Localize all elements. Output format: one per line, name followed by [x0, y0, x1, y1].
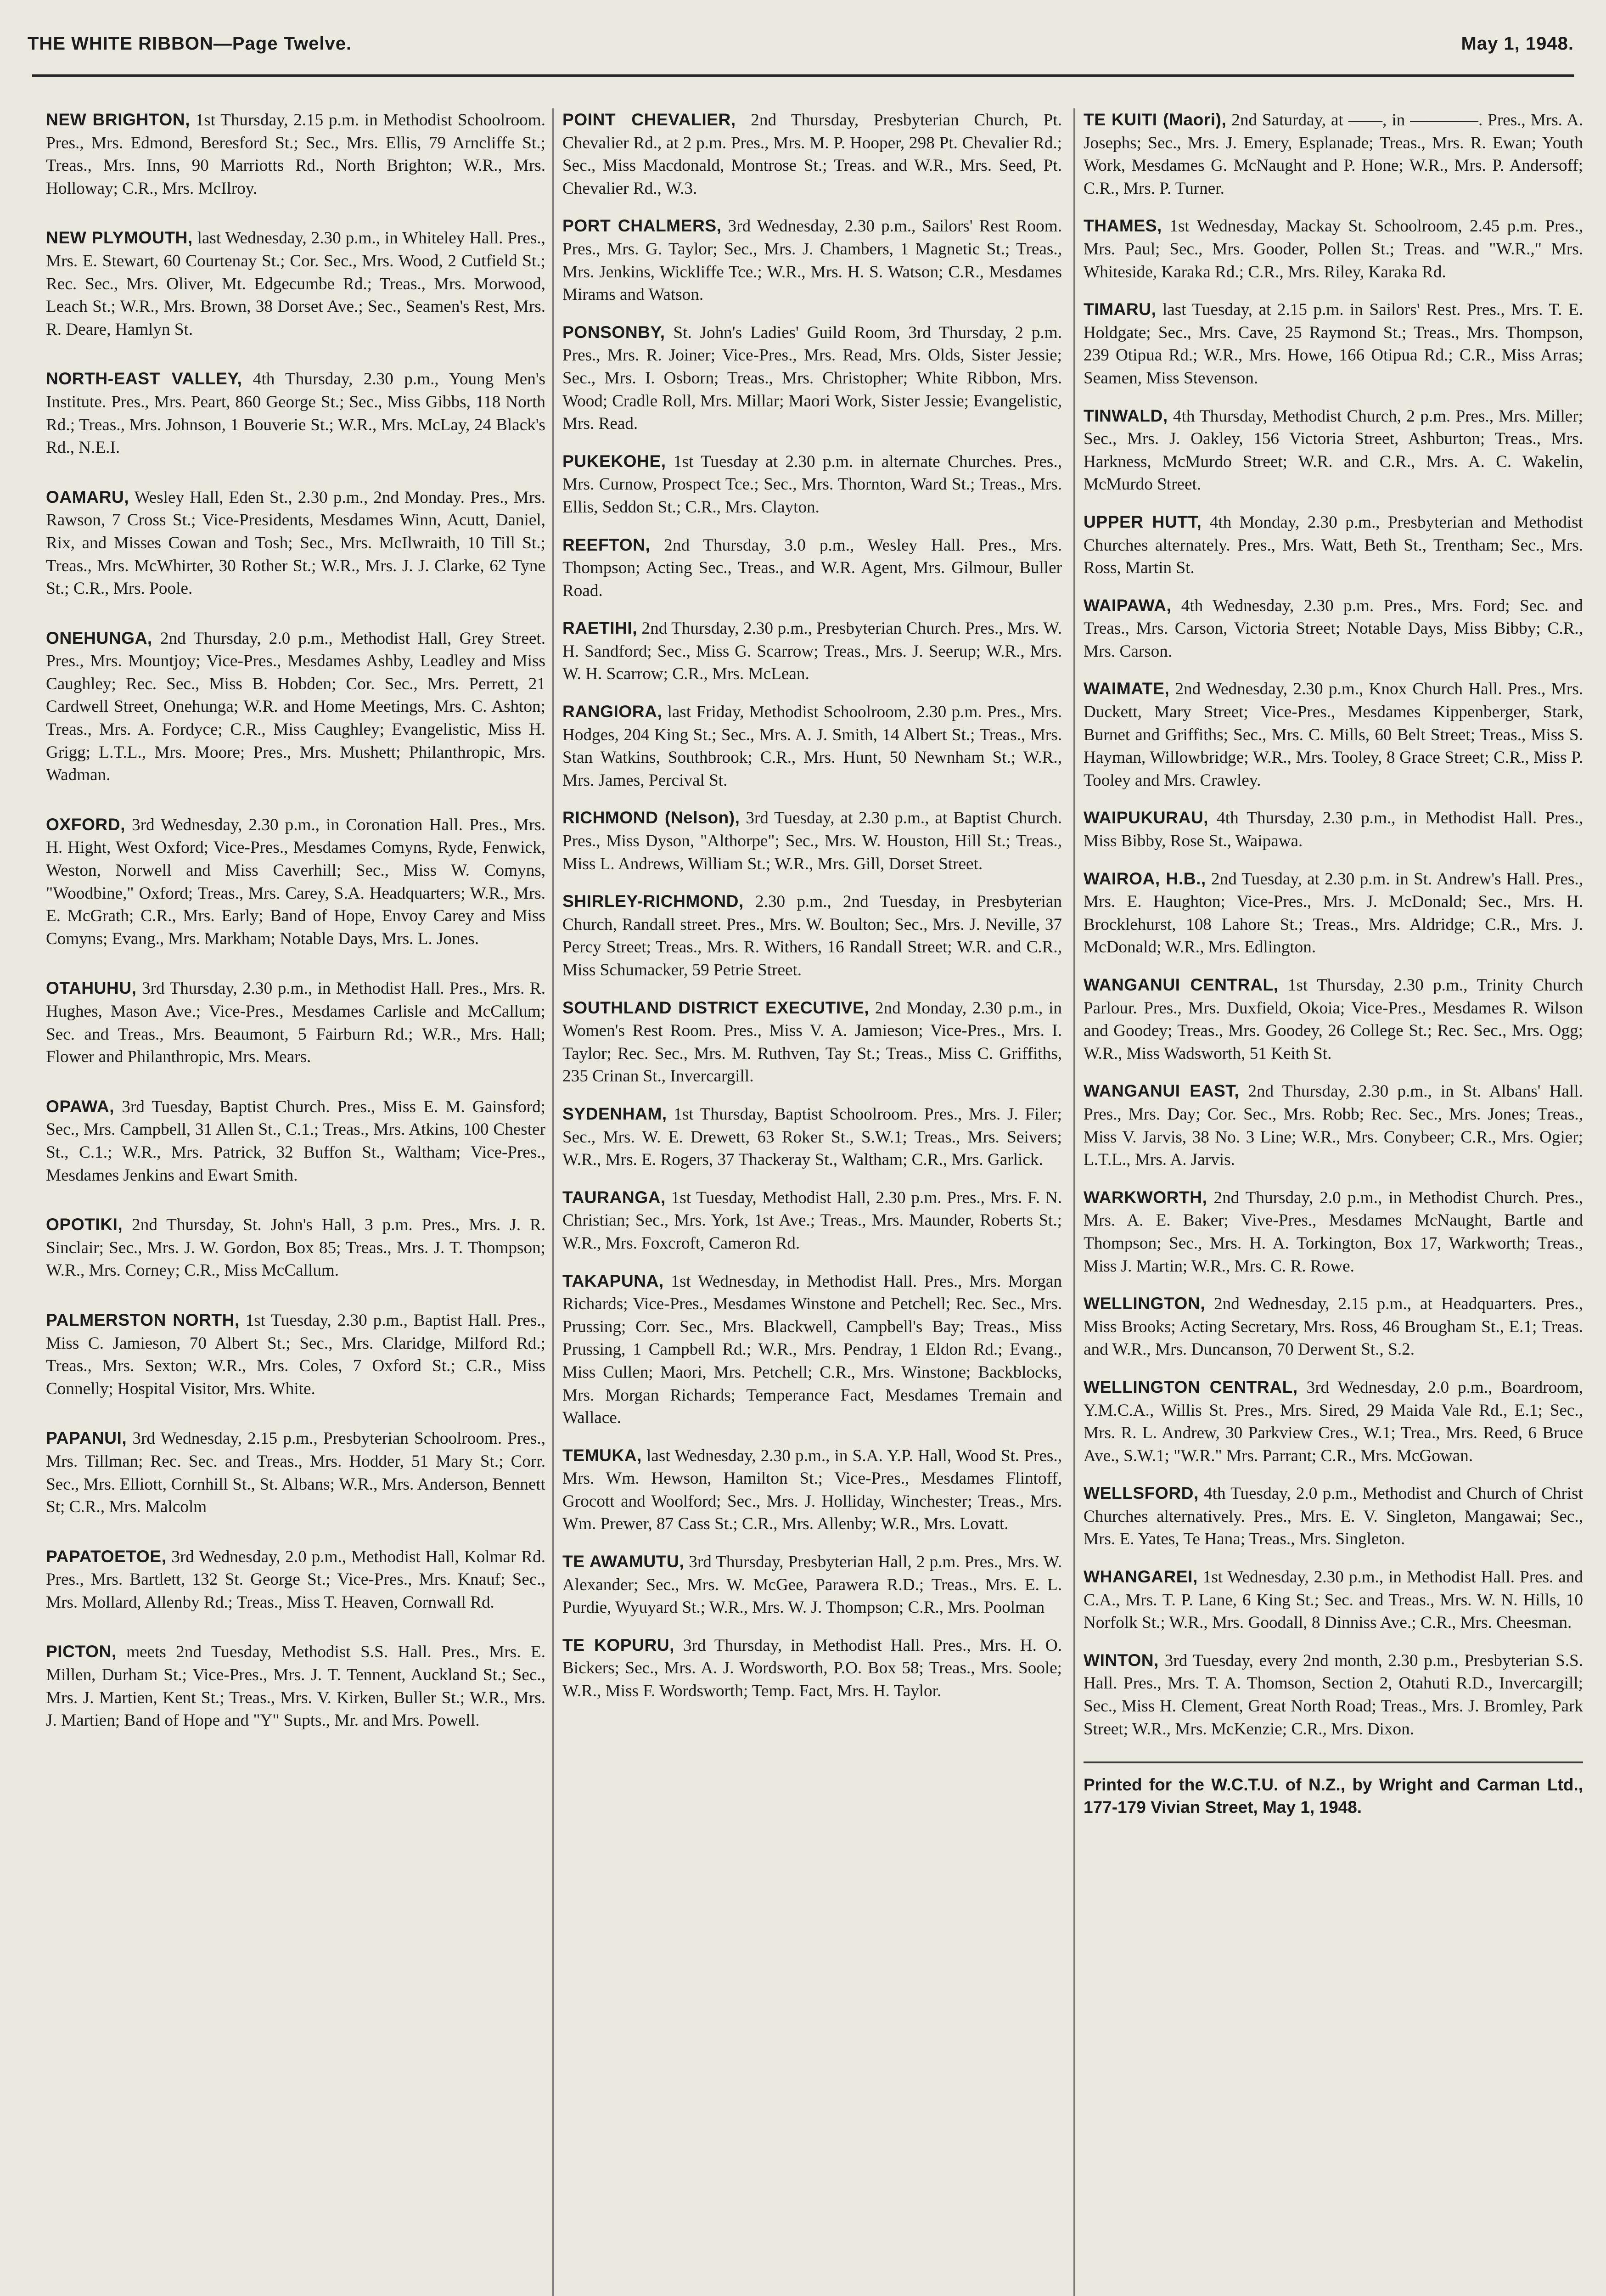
- branch-details: last Wednesday, 2.30 p.m., in Whiteley Hall. Pres., Mrs. E. Stewart, 60 Courtenay St.; Cor. Sec., Mrs. Wood, 2 Cutfield St.; Rec. Sec., Mrs. Oliver, Mt. Edgecumbe Rd.; Treas., Mrs. Morwood, Leach St.; W.R., Mrs. Brown, 38 Dorset Ave.; Sec., Seamen's Rest, Mrs. R. Deare, Hamlyn St.: [46, 229, 545, 339]
- branch-name: NEW BRIGHTON,: [46, 110, 190, 129]
- branch-entry: [1084, 1292, 1583, 1361]
- branch-entry: [562, 450, 1062, 519]
- branch-details: 2nd Monday, 2.30 p.m., in Women's Rest Room. Pres., Miss V. A. Jamieson; Vice-Pres., Mrs. I. Taylor; Rec. Sec., Mrs. M. Ruthven, Tay St.; Treas., Miss C. Griffiths, 235 Crinan St., Invercargill.: [562, 998, 1062, 1086]
- branch-name: WELLINGTON,: [1084, 1294, 1206, 1313]
- branch-entry: [1084, 806, 1583, 852]
- branch-entry: [1084, 108, 1583, 200]
- branch-entry: [562, 1103, 1062, 1171]
- branch-name: REEFTON,: [562, 535, 651, 554]
- branch-details: 4th Thursday, Methodist Church, 2 p.m. Pres., Mrs. Miller; Sec., Mrs. J. Oakley, 156 Victoria Street, Ashburton; Treas., Mrs. Harkness, McMurdo Street; W.R. and C.R., Mrs. A. C. Wakelin, McMurdo Street.: [1084, 406, 1583, 494]
- branch-name: WARKWORTH,: [1084, 1187, 1207, 1207]
- branch-entry: [562, 1550, 1062, 1619]
- branch-name: WANGANUI EAST,: [1084, 1081, 1240, 1101]
- branch-name: WANGANUI CENTRAL,: [1084, 975, 1279, 994]
- branch-details: 2nd Thursday, Presbyterian Church, Pt. Chevalier Rd., at 2 p.m. Pres., Mrs. M. P. Hooper, 298 Pt. Chevalier Rd.; Sec., Miss Macdonald, Montrose St.; Treas. and W.R., Mrs. Seed, Pt. Chevalier Rd., W.3.: [562, 111, 1062, 198]
- branch-entry: [562, 1186, 1062, 1255]
- branch-entry: [562, 534, 1062, 602]
- branch-details: 2nd Wednesday, 2.15 p.m., at Headquarters. Pres., Miss Brooks; Acting Secretary, Mrs. Ross, 46 Brougham St., E.1; Treas. and W.R., Mrs. Duncanson, 70 Derwent St., S.2.: [1084, 1294, 1583, 1359]
- branch-entry: [1084, 1376, 1583, 1467]
- branch-details: 2nd Thursday, 3.0 p.m., Wesley Hall. Pres., Mrs. Thompson; Acting Sec., Treas., and W.R. Agent, Mrs. Gilmour, Buller Road.: [562, 535, 1062, 600]
- branch-entry: [562, 1270, 1062, 1429]
- branch-name: WELLSFORD,: [1084, 1483, 1199, 1503]
- branch-details: 3rd Tuesday, at 2.30 p.m., at Baptist Church. Pres., Miss Dyson, "Althorpe"; Sec., Mrs. W. Houston, Hill St.; Treas., Miss L. Andrews, William St.; W.R., Mrs. Gill, Dorset Street.: [562, 809, 1062, 873]
- branch-entry: [46, 486, 545, 600]
- branch-details: 3rd Wednesday, 2.15 p.m., Presbyterian Schoolroom. Pres., Mrs. Tillman; Rec. Sec. and Treas., Mrs. Hodder, 51 Mary St.; Corr. Sec., Mrs. Elliott, Cornhill St., St. Albans; W.R., Mrs. Anderson, Bennett St; C.R., Mrs. Malcolm: [46, 1429, 545, 1517]
- branch-name: TINWALD,: [1084, 405, 1168, 425]
- branch-details: 4th Wednesday, 2.30 p.m. Pres., Mrs. Ford; Sec. and Treas., Mrs. Carson, Victoria Street; Notable Days, Miss Bibby; C.R., Mrs. Carson.: [1084, 596, 1583, 661]
- branch-details: 2nd Thursday, 2.30 p.m., in St. Albans' Hall. Pres., Mrs. Day; Cor. Sec., Mrs. Robb; Rec. Sec., Mrs. Jones; Treas., Miss V. Jarvis, 38 No. 3 Line; W.R., Mrs. Conybeer; C.R., Mrs. Ogier; L.T.L., Mrs. A. Jarvis.: [1084, 1082, 1583, 1170]
- branch-entry: [562, 214, 1062, 306]
- branch-name: PALMERSTON NORTH,: [46, 1310, 240, 1329]
- branch-details: 2nd Thursday, 2.0 p.m., in Methodist Church. Pres., Mrs. A. E. Baker; Vive-Pres., Mesdames McNaught, Bartle and Thompson; Sec., Mrs. H. A. Torkington, Box 17, Warkworth; Treas., Miss J. Martin; W.R., Mrs. C. R. Rowe.: [1084, 1188, 1583, 1276]
- branch-details: 4th Monday, 2.30 p.m., Presbyterian and Methodist Churches alternately. Pres., Mrs. Watt, Beth St., Trentham; Sec., Mrs. Ross, Martin St.: [1084, 512, 1583, 578]
- branch-entry: [1084, 1565, 1583, 1634]
- branch-entry: [46, 977, 545, 1068]
- branch-entry: [562, 1634, 1062, 1703]
- branch-name: RANGIORA,: [562, 702, 663, 721]
- branch-name: SYDENHAM,: [562, 1103, 667, 1123]
- column-1: [46, 108, 545, 2296]
- branch-name: ONEHUNGA,: [46, 628, 152, 647]
- branch-details: 4th Thursday, 2.30 p.m., Young Men's Institute. Pres., Mrs. Peart, 860 George St.; Sec., Miss Gibbs, 118 North Rd.; Treas., Mrs. Johnson, 1 Bouverie St.; W.R., Mrs. McLay, 24 Black's Rd., N.E.I.: [46, 370, 545, 457]
- branch-name: OPAWA,: [46, 1096, 115, 1116]
- branch-entry: [1084, 214, 1583, 283]
- branch-details: 1st Tuesday, 2.30 p.m., Baptist Hall. Pres., Miss C. Jamieson, 70 Albert St.; Sec., Mrs. Claridge, Milford Rd.; Treas., Mrs. Sexton; W.R., Mrs. Coles, 7 Oxford St.; C.R., Miss Connelly; Hospital Visitor, Mrs. White.: [46, 1311, 545, 1398]
- column-divider: [552, 108, 554, 2296]
- branch-name: WHANGAREI,: [1084, 1567, 1198, 1587]
- branch-entry: [46, 1213, 545, 1282]
- branch-details: 1st Thursday, 2.15 p.m. in Methodist Schoolroom. Pres., Mrs. Edmond, Beresford St.; Sec., Mrs. Ellis, 79 Arncliffe St.; Treas., Mrs. Inns, 90 Marriotts Rd., North Brighton; W.R., Mrs. Holloway; C.R., Mrs. McIlroy.: [46, 111, 545, 198]
- branch-name: WAIPUKURAU,: [1084, 808, 1209, 827]
- branch-name: THAMES,: [1084, 216, 1162, 236]
- branch-details: 1st Tuesday, Methodist Hall, 2.30 p.m. Pres., Mrs. F. N. Christian; Sec., Mrs. York, 1st Ave.; Treas., Mrs. Maunder, Roberts St.; W.R., Mrs. Foxcroft, Cameron Rd.: [562, 1188, 1062, 1253]
- branch-details: last Wednesday, 2.30 p.m., in S.A. Y.P. Hall, Wood St. Pres., Mrs. Wm. Hewson, Hamilton St.; Vice-Pres., Mesdames Flintoff, Grocott and Woolford; Sec., Mrs. J. Holliday, Winchester; Treas., Mrs. Wm. Prewer, 87 Cass St.; C.R., Mrs. Allenby; W.R., Mrs. Lovatt.: [562, 1446, 1062, 1534]
- branch-name: POINT CHEVALIER,: [562, 110, 736, 129]
- branch-entry: [562, 321, 1062, 435]
- branch-name: RICHMOND (Nelson),: [562, 808, 740, 827]
- branch-details: 2nd Saturday, at ——, in ————. Pres., Mrs. A. Josephs; Sec., Mrs. J. Emery, Esplanade; Treas., Mrs. R. Ewan; Youth Work, Mesdames G. McNaught and P. Hone; W.R., Mrs. P. Andersoff; C.R., Mrs. P. Turner.: [1084, 111, 1583, 198]
- branch-entry: [562, 996, 1062, 1088]
- branch-details: meets 2nd Tuesday, Methodist S.S. Hall. Pres., Mrs. E. Millen, Durham St.; Vice-Pres., Mrs. J. T. Tennent, Auckland St.; Sec., Mrs. J. Martien, Kent St.; Treas., Mrs. V. Kirken, Buller St.; W.R., Mrs. J. Martien; Band of Hope and "Y" Supts., Mr. and Mrs. Powell.: [46, 1643, 545, 1730]
- branch-details: 3rd Thursday, 2.30 p.m., in Methodist Hall. Pres., Mrs. R. Hughes, Mason Ave.; Vice-Pres., Mesdames Carlisle and McCallum; Sec. and Treas., Mrs. Beaumont, 5 Fairburn Rd.; W.R., Mrs. Hall; Flower and Philanthropic, Mrs. Mears.: [46, 979, 545, 1067]
- branch-name: TE KOPURU,: [562, 1635, 674, 1654]
- branch-details: 4th Tuesday, 2.0 p.m., Methodist and Church of Christ Churches alternatively. Pres., Mrs. E. V. Singleton, Mangawai; Sec., Mrs. E. Yates, Te Hana; Treas., Mrs. Singleton.: [1084, 1484, 1583, 1549]
- branch-name: PORT CHALMERS,: [562, 216, 722, 236]
- running-title: THE WHITE RIBBON—Page Twelve.: [28, 33, 352, 54]
- branch-entry: [562, 617, 1062, 686]
- branch-details: 1st Wednesday, 2.30 p.m., in Methodist Hall. Pres. and C.A., Mrs. T. P. Lane, 6 King St.; Sec. and Treas., Mrs. W. N. Hills, 10 Norfolk St.; W.R., Mrs. Goodall, 8 Dinniss Ave.; C.R., Mrs. Cheesman.: [1084, 1568, 1583, 1632]
- branch-entry: [562, 108, 1062, 200]
- header-rule: [32, 74, 1574, 77]
- branch-name: NORTH-EAST VALLEY,: [46, 369, 242, 388]
- branch-entry: [46, 627, 545, 787]
- branch-entry: [46, 108, 545, 200]
- branch-details: 3rd Thursday, Presbyterian Hall, 2 p.m. Pres., Mrs. W. Alexander; Sec., Mrs. W. McGee, Parawera R.D.; Treas., Mrs. E. L. Purdie, Wyuyard St.; W.R., Mrs. W. J. Thompson; C.R., Mrs. Poolman: [562, 1553, 1062, 1617]
- branch-name: TAURANGA,: [562, 1187, 666, 1207]
- branch-details: 2nd Thursday, 2.30 p.m., Presbyterian Church. Pres., Mrs. W. H. Sandford; Sec., Miss G. Scarrow; Treas., Mrs. J. Seerup; W.R., Mrs. W. H. Scarrow; C.R., Mrs. McLean.: [562, 619, 1062, 684]
- branch-details: Wesley Hall, Eden St., 2.30 p.m., 2nd Monday. Pres., Mrs. Rawson, 7 Cross St.; Vice-Presidents, Mesdames Winn, Acutt, Daniel, Rix, and Misses Cowan and Tosh; Sec., Mrs. McIlwraith, 10 Till St.; Treas., Mrs. McWhirter, 30 Rother St.; W.R., Mrs. J. J. Clarke, 62 Tyne St.; C.R., Mrs. Poole.: [46, 488, 545, 598]
- branch-entry: [1084, 594, 1583, 663]
- branch-details: 2nd Thursday, St. John's Hall, 3 p.m. Pres., Mrs. J. R. Sinclair; Sec., Mrs. J. W. Gordon, Box 85; Treas., Mrs. J. T. Thompson; W.R., Mrs. Corney; C.R., Miss McCallum.: [46, 1216, 545, 1280]
- column-3: [1084, 108, 1583, 2296]
- branch-details: last Friday, Methodist Schoolroom, 2.30 p.m. Pres., Mrs. Hodges, 204 King St.; Sec., Mrs. A. J. Smith, 14 Albert St.; Treas., Mrs. Stan Watkins, Southbrook; C.R., Mrs. Hunt, 50 Newnham St.; W.R., Mrs. James, Percival St.: [562, 703, 1062, 790]
- column-2: [562, 108, 1062, 2296]
- column-divider: [1073, 108, 1075, 2296]
- branch-entry: [1084, 1080, 1583, 1171]
- branch-details: last Tuesday, at 2.15 p.m. in Sailors' Rest. Pres., Mrs. T. E. Holdgate; Sec., Mrs. Cave, 25 Raymond St.; Treas., Mrs. Thompson, 239 Otipua Rd.; W.R., Mrs. Howe, 166 Otipua Rd.; C.R., Miss Arras; Seamen, Miss Stevenson.: [1084, 300, 1583, 388]
- branch-entry: [1084, 405, 1583, 496]
- branch-entry: [1084, 974, 1583, 1065]
- branch-name: OTAHUHU,: [46, 978, 137, 998]
- branch-entry: [46, 367, 545, 459]
- branch-name: TAKAPUNA,: [562, 1271, 664, 1290]
- branch-name: WELLINGTON CENTRAL,: [1084, 1377, 1298, 1396]
- branch-details: 1st Tuesday at 2.30 p.m. in alternate Churches. Pres., Mrs. Curnow, Prospect Tce.; Sec., Mrs. Thornton, Ward St.; Treas., Mrs. Ellis, Seddon St.; C.R., Mrs. Clayton.: [562, 452, 1062, 517]
- branch-name: OXFORD,: [46, 814, 125, 834]
- branch-name: PAPANUI,: [46, 1428, 127, 1448]
- branch-entry: [1084, 1186, 1583, 1277]
- branch-name: SHIRLEY-RICHMOND,: [562, 891, 744, 911]
- branch-entry: [46, 1095, 545, 1187]
- branch-name: PONSONBY,: [562, 322, 665, 342]
- branch-name: TE KUITI (Maori),: [1084, 110, 1227, 129]
- branch-details: 3rd Wednesday, 2.0 p.m., Boardroom, Y.M.C.A., Willis St. Pres., Mrs. Sired, 29 Maida Vale Rd., E.1; Sec., Mrs. R. L. Andrew, 30 Parkview Cres., W.1; Trea., Mrs. Reed, 6 Bruce Ave., S.W.1; "W.R." Mrs. Parrant; C.R., Mrs. McGowan.: [1084, 1378, 1583, 1465]
- branch-entry: [1084, 677, 1583, 792]
- branch-entry: [46, 1545, 545, 1614]
- page-header: [28, 18, 1574, 69]
- branch-details: 3rd Wednesday, 2.0 p.m., Methodist Hall, Kolmar Rd. Pres., Mrs. Bartlett, 132 St. George St.; Vice-Pres., Mrs. Knauf; Sec., Mrs. Mollard, Allenby Rd.; Treas., Miss T. Heaven, Cornwall Rd.: [46, 1547, 545, 1612]
- branch-entry: [562, 1444, 1062, 1536]
- branch-entry: [46, 1427, 545, 1518]
- branch-name: WINTON,: [1084, 1650, 1159, 1670]
- branch-name: WAIPAWA,: [1084, 595, 1172, 615]
- branch-name: PICTON,: [46, 1642, 117, 1661]
- branch-details: St. John's Ladies' Guild Room, 3rd Thursday, 2 p.m. Pres., Mrs. R. Joiner; Vice-Pres., Mrs. Read, Mrs. Olds, Sister Jessie; Sec., Mrs. I. Osborn; Treas., Mrs. Christopher; White Ribbon, Mrs. Wood; Cradle Roll, Mrs. Millar; Maori Work, Sister Jessie; Evangelistic, Mrs. Read.: [562, 323, 1062, 433]
- branch-name: TEMUKA,: [562, 1445, 642, 1465]
- branch-entry: [1084, 1649, 1583, 1740]
- branch-details: 3rd Tuesday, Baptist Church. Pres., Miss E. M. Gainsford; Sec., Mrs. Campbell, 31 Allen St., C.1.; Treas., Mrs. Atkins, 100 Chester St., C.1.; W.R., Mrs. Patrick, 32 Buffon St., Waltham; Vice-Pres., Mesdames Jenkins and Ewart Smith.: [46, 1097, 545, 1185]
- branch-name: SOUTHLAND DISTRICT EXECUTIVE,: [562, 997, 870, 1017]
- branch-entry: [562, 806, 1062, 875]
- branch-details: 4th Thursday, 2.30 p.m., in Methodist Hall. Pres., Miss Bibby, Rose St., Waipawa.: [1084, 809, 1583, 851]
- branch-details: 2nd Tuesday, at 2.30 p.m. in St. Andrew's Hall. Pres., Mrs. E. Haughton; Vice-Pres., Mrs. J. McDonald; Sec., Mrs. H. Brocklehurst, 108 Lahore St.; Treas., Mrs. Aldridge; C.R., Mrs. J. McDonald; W.R., Mrs. Edlington.: [1084, 869, 1583, 957]
- branch-entry: [562, 700, 1062, 792]
- branch-details: 1st Thursday, 2.30 p.m., Trinity Church Parlour. Pres., Mrs. Duxfield, Okoia; Vice-Pres., Mesdames R. Wilson and Goodey; Treas., Mrs. Goodey, 26 College St.; Rec. Sec., Mrs. Ogg; W.R., Miss Wadsworth, 51 Keith St.: [1084, 976, 1583, 1063]
- branch-name: PAPATOETOE,: [46, 1546, 167, 1566]
- branch-entry: [1084, 1482, 1583, 1551]
- branch-name: WAIMATE,: [1084, 679, 1170, 698]
- branch-name: OPOTIKI,: [46, 1215, 123, 1234]
- branch-details: 3rd Thursday, in Methodist Hall. Pres., Mrs. H. O. Bickers; Sec., Mrs. A. J. Wordsworth, P.O. Box 58; Treas., Mrs. Soole; W.R., Miss F. Wordsworth; Temp. Fact, Mrs. H. Taylor.: [562, 1636, 1062, 1701]
- branch-entry: [1084, 867, 1583, 959]
- branch-details: 1st Wednesday, Mackay St. Schoolroom, 2.45 p.m. Pres., Mrs. Paul; Sec., Mrs. Gooder, Pollen St.; Treas. and "W.R.," Mrs. Whiteside, Karaka Rd.; C.R., Mrs. Riley, Karaka Rd.: [1084, 217, 1583, 281]
- branch-name: OAMARU,: [46, 487, 129, 506]
- branch-entry: [1084, 511, 1583, 580]
- printer-imprint: Printed for the W.C.T.U. of N.Z., by Wright and Carman Ltd., 177-179 Vivian Street, May 1, 1948.: [1084, 1761, 1583, 1818]
- branch-details: 2nd Thursday, 2.0 p.m., Methodist Hall, Grey Street. Pres., Mrs. Mountjoy; Vice-Pres., Mesdames Ashby, Leadley and Miss Caughley; Rec. Sec., Miss B. Hobden; Cor. Sec., Mrs. Perrett, 21 Cardwell Street, Onehunga; W.R. and Home Meetings, Mrs. C. Ashton; Treas., Mrs. A. Fordyce; C.R., Miss Caughley; Evangelistic, Miss H. Grigg; L.T.L., Mrs. Moore; Pres., Mrs. Mushett; Philanthropic, Mrs. Wadman.: [46, 629, 545, 785]
- branch-details: 3rd Wednesday, 2.30 p.m., in Coronation Hall. Pres., Mrs. H. Hight, West Oxford; Vice-Pres., Mesdames Comyns, Ryde, Fenwick, Weston, Norwell and Miss Caverhill; Sec., Miss W. Comyns, "Woodbine," Oxford; Treas., Mrs. Carey, S.A. Headquarters; W.R., Mrs. E. McGrath; C.R., Mrs. Early; Band of Hope, Envoy Carey and Miss Comyns; Evang., Mrs. Markham; Notable Days, Mrs. L. Jones.: [46, 815, 545, 948]
- branch-details: 2nd Wednesday, 2.30 p.m., Knox Church Hall. Pres., Mrs. Duckett, Mary Street; Vice-Pres., Mesdames Kippenberger, Stark, Burnet and Griffiths; Sec., Mrs. C. Mills, 60 Belt Street; Treas., Miss S. Hayman, Willowbridge; W.R., Mrs. Tooley, 8 Grace Street; C.R., Miss P. Tooley and Mrs. Crawley.: [1084, 680, 1583, 790]
- issue-date: May 1, 1948.: [1461, 33, 1574, 54]
- branch-name: UPPER HUTT,: [1084, 512, 1202, 531]
- branch-entry: [46, 813, 545, 951]
- branch-name: TE AWAMUTU,: [562, 1552, 685, 1571]
- branch-entry: [46, 226, 545, 341]
- branch-name: TIMARU,: [1084, 299, 1157, 319]
- branch-name: WAIROA, H.B.,: [1084, 868, 1206, 888]
- branch-name: PUKEKOHE,: [562, 451, 666, 471]
- branch-details: 3rd Tuesday, every 2nd month, 2.30 p.m., Presbyterian S.S. Hall. Pres., Mrs. T. A. Thomson, Section 2, Otahuti R.D., Invercargill; Sec., Miss H. Clement, Great North Road; Treas., Mrs. J. Bromley, Park Street; W.R., Mrs. McKenzie; C.R., Mrs. Dixon.: [1084, 1651, 1583, 1739]
- branch-entry: [1084, 298, 1583, 389]
- branch-entry: [46, 1309, 545, 1400]
- branch-details: 1st Wednesday, in Methodist Hall. Pres., Mrs. Morgan Richards; Vice-Pres., Mesdames Winstone and Petchell; Rec. Sec., Mrs. Prussing; Corr. Sec., Mrs. Blackwell, Campbell's Bay; Treas., Miss Prussing, 1 Campbell Rd.; W.R., Mrs. Pendray, 1 Eldon Rd.; Evang., Miss Cullen; Maori, Mrs. Petchell; C.R., Mrs. Winstone; Backblocks, Mrs. Morgan Richards; Temperance Fact, Mesdames Tremain and Wallace.: [562, 1272, 1062, 1428]
- branch-name: NEW PLYMOUTH,: [46, 228, 193, 248]
- branch-name: RAETIHI,: [562, 618, 638, 638]
- branch-details: 3rd Wednesday, 2.30 p.m., Sailors' Rest Room. Pres., Mrs. G. Taylor; Sec., Mrs. J. Chambers, 1 Magnetic St.; Treas., Mrs. Jenkins, Wickliffe Tce.; W.R., Mrs. H. S. Watson; C.R., Mesdames Mirams and Watson.: [562, 217, 1062, 304]
- branch-entry: [562, 890, 1062, 981]
- branch-details: 1st Thursday, Baptist Schoolroom. Pres., Mrs. J. Filer; Sec., Mrs. W. E. Drewett, 63 Roker St., S.W.1; Treas., Mrs. Seivers; W.R., Mrs. E. Rogers, 37 Thackeray St., Waltham; C.R., Mrs. Garlick.: [562, 1104, 1062, 1170]
- branch-details: 2.30 p.m., 2nd Tuesday, in Presbyterian Church, Randall street. Pres., Mrs. W. Boulton; Sec., Mrs. J. Neville, 37 Percy Street; Treas., Mrs. R. Withers, 16 Randall Street; W.R. and C.R., Miss Schumacker, 59 Petrie Street.: [562, 892, 1062, 979]
- column-3-entries: [1084, 108, 1583, 1740]
- branch-entry: [46, 1640, 545, 1732]
